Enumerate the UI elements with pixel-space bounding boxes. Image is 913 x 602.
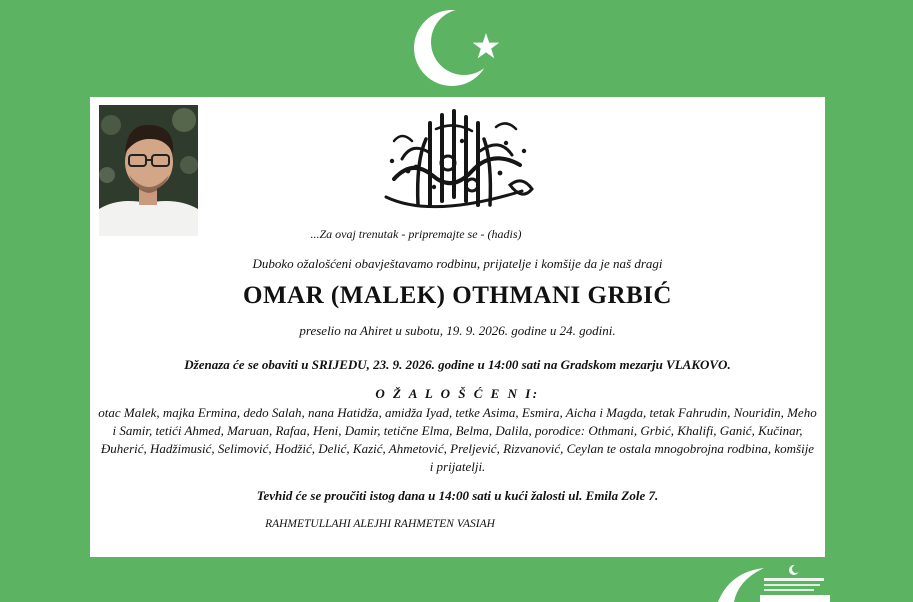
deceased-name: OMAR (MALEK) OTHMANI GRBIĆ — [243, 282, 672, 309]
intro-text: Duboko ožalošćeni obavještavamo rodbinu, prijatelje i komšije da je naš dragi — [252, 256, 663, 271]
closing-prayer: RAHMETULLAHI ALEJHI RAHMETEN VASIAH — [265, 518, 495, 530]
portrait-photo — [99, 105, 198, 236]
hadis-quote: ...Za ovaj trenutak - pripremajte se - (hadis) — [310, 227, 522, 241]
mourners-heading: O Ž A L O Š Ć E N I: — [375, 386, 540, 401]
funeral-details: Dženaza će se obaviti u SRIJEDU, 23. 9. 2026. godine u 14:00 sati na Gradskom mezarju VLAKOVO. — [184, 357, 731, 372]
obituary-card — [90, 97, 825, 557]
arabic-calligraphy — [372, 101, 542, 219]
mourners-list: otac Malek, majka Ermina, dedo Salah, nana Hatidža, amidža Iyad, tetke Asima, Esmira, Aicha i Magda, tetak Fahrudin, Nouridin, Meho i Samir, tetići Ahmed, Maruan, Rafaa, Heni, Damir, tetične Elma, Belma, Dalila, porodice: Othmani, Grbić, Khalifi, Ganić, Kučinar, Đuherić, Hadžimusić, Selimović, Hodžić, Delić, Kazić, Ahmetović, Preljević, Rizvanović, Ceylan te ostala mnogobrojna rodbina, komšije i prijatelji. — [98, 405, 817, 474]
crescent-star-icon — [410, 6, 506, 90]
death-statement: preselio na Ahiret u subotu, 19. 9. 2026. godine u 24. godini. — [299, 323, 616, 338]
tevhid-details: Tevhid će se proučiti istog dana u 14:00 sati u kući žalosti ul. Emila Zole 7. — [256, 488, 659, 503]
islamic-community-logo — [712, 562, 842, 602]
